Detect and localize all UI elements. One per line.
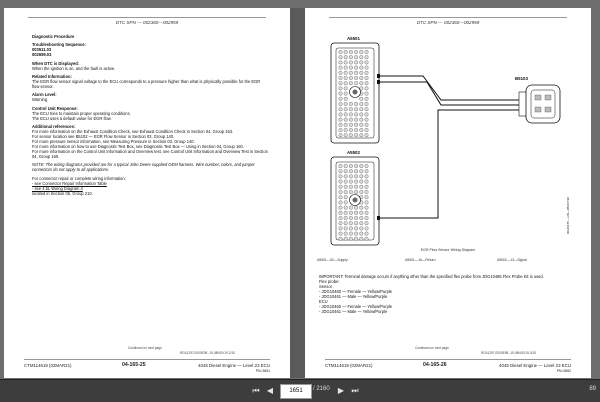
connector-label: A5501 bbox=[347, 36, 360, 41]
connector-pin bbox=[360, 164, 364, 168]
connector-pin bbox=[339, 66, 343, 70]
when-heading: When DTC is Displayed: bbox=[32, 60, 80, 66]
additional-heading: Additional references: bbox=[32, 124, 76, 130]
left-page bbox=[4, 8, 290, 378]
connector-pin bbox=[360, 237, 364, 241]
connector-pin bbox=[349, 206, 353, 210]
connector-pin bbox=[365, 81, 369, 85]
connector-pin bbox=[365, 66, 369, 70]
connector-pin bbox=[344, 50, 348, 54]
connector-pin bbox=[365, 164, 369, 168]
connector-pin bbox=[365, 216, 369, 220]
connector-pin bbox=[349, 232, 353, 236]
connector-pin bbox=[349, 71, 353, 75]
connector-pin bbox=[360, 216, 364, 220]
repair-intro: For connector repair or complete wiring information: bbox=[32, 175, 126, 181]
supply-wire bbox=[379, 76, 523, 100]
connector-pin bbox=[344, 55, 348, 59]
page-footer bbox=[325, 359, 571, 376]
wiring-diagram bbox=[323, 34, 573, 248]
connector-pin bbox=[360, 61, 364, 65]
sensor-label-text: Sensor bbox=[319, 283, 332, 289]
connector-pin bbox=[354, 118, 358, 122]
signal-wire bbox=[379, 110, 523, 218]
section-title: Diagnostic Procedure bbox=[32, 34, 75, 39]
reference-link[interactable]: For more information on how to use Diagnostic Test Box, see Diagnostic Test Box — Using in Section 04, Group 160. bbox=[32, 144, 244, 150]
connector-pin bbox=[344, 227, 348, 231]
connector-pin bbox=[360, 55, 364, 59]
reference-code: RG41297,0000E98 -19-08NOV19-2/10 bbox=[180, 351, 236, 355]
connector-pin bbox=[344, 169, 348, 173]
sensor-label: B5103 bbox=[515, 76, 528, 81]
reference-link[interactable]: For more pressure sensor information, see Measuring Pressure in Section 03, Group 140. bbox=[32, 139, 195, 145]
connector-pin bbox=[365, 221, 369, 225]
next-page-icon[interactable]: ▶ bbox=[337, 386, 345, 395]
connector-pin bbox=[344, 71, 348, 75]
connector-pin bbox=[365, 87, 369, 91]
connector-pin bbox=[360, 107, 364, 111]
page-sub-id: PN=3651 bbox=[255, 369, 270, 373]
reference-link[interactable]: For sensor location see B5102 — EGR Flow Sensor in Section 03, Group 140. bbox=[32, 134, 175, 140]
connector-pin bbox=[344, 206, 348, 210]
connector-pin bbox=[365, 92, 369, 96]
connector-pin bbox=[349, 211, 353, 215]
connector-pin bbox=[354, 71, 358, 75]
last-page-icon[interactable]: ⏭ bbox=[351, 386, 359, 395]
connector-pin bbox=[339, 201, 343, 205]
connector-pin bbox=[354, 175, 358, 179]
connector-pin bbox=[339, 61, 343, 65]
probe-item[interactable]: - JDG10460 — Female — Yellow/Purple bbox=[319, 303, 393, 309]
connector-pin bbox=[365, 55, 369, 59]
connector-pin bbox=[344, 97, 348, 101]
page-header: DTC SPN — 002360—002959 bbox=[28, 17, 266, 25]
connector-pin bbox=[344, 201, 348, 205]
connector-pin bbox=[365, 113, 369, 117]
connector-pin bbox=[339, 185, 343, 189]
connector-pin bbox=[360, 66, 364, 70]
connector-pin bbox=[360, 190, 364, 194]
connector-pin bbox=[339, 92, 343, 96]
connector-pin bbox=[365, 175, 369, 179]
wiring-note: NOTE: The wiring diagrams provided are for a typical John Deere supplied OEM harness. Wire number, colors, and jumper connectors do not apply to all applications. bbox=[32, 162, 255, 173]
page-header: DTC SPN — 002360—002959 bbox=[329, 17, 567, 25]
legend-item: A5502—13—Signal bbox=[497, 258, 527, 262]
connector-pin bbox=[365, 118, 369, 122]
alarm-heading: Alarm Level: bbox=[32, 92, 57, 98]
page-number-input[interactable]: 1651 bbox=[280, 384, 312, 399]
legend-item: A5501—52—Supply bbox=[317, 258, 348, 262]
connector-pin bbox=[339, 133, 343, 137]
connector-pin bbox=[360, 211, 364, 215]
connector-label: A5502 bbox=[347, 150, 360, 155]
connector-pin bbox=[344, 61, 348, 65]
connector-pin bbox=[360, 118, 364, 122]
repair-location: located in Section 06, Group 210. bbox=[32, 190, 93, 196]
connector-pin bbox=[339, 76, 343, 80]
connector-pin bbox=[360, 81, 364, 85]
connector-pin bbox=[344, 118, 348, 122]
connector-pin bbox=[360, 185, 364, 189]
connector-pin bbox=[365, 128, 369, 132]
connector-pin bbox=[349, 81, 353, 85]
connector-pin bbox=[344, 81, 348, 85]
connector-pin bbox=[354, 107, 358, 111]
return-wire bbox=[379, 82, 523, 105]
connector-pin bbox=[349, 102, 353, 106]
connector-pin bbox=[354, 55, 358, 59]
connector-pin bbox=[354, 169, 358, 173]
flex-probe-label: Flex probe: bbox=[319, 278, 340, 284]
connector-pin bbox=[360, 71, 364, 75]
connector-pin bbox=[349, 190, 353, 194]
connector-pin bbox=[349, 107, 353, 111]
connector-pin bbox=[349, 61, 353, 65]
connector-pin bbox=[339, 71, 343, 75]
connector-pin bbox=[349, 66, 353, 70]
connector-pin bbox=[349, 133, 353, 137]
connector-pin bbox=[365, 206, 369, 210]
connector-pin bbox=[344, 175, 348, 179]
dtc-code: 003511.03 bbox=[32, 47, 52, 53]
connector-pin bbox=[365, 97, 369, 101]
prev-page-icon[interactable]: ◀ bbox=[266, 386, 274, 395]
connector-pin bbox=[349, 128, 353, 132]
connector-pin bbox=[360, 102, 364, 106]
connector-pin bbox=[365, 102, 369, 106]
connector-pin bbox=[339, 211, 343, 215]
connector-pin bbox=[354, 81, 358, 85]
connector-pin bbox=[339, 97, 343, 101]
connector-pin bbox=[344, 76, 348, 80]
connector-pin bbox=[339, 175, 343, 179]
connector-pin bbox=[344, 185, 348, 189]
connector-pin bbox=[339, 232, 343, 236]
alarm-text: Warning bbox=[32, 97, 48, 103]
connector-pin bbox=[344, 221, 348, 225]
connector-pin bbox=[354, 102, 358, 106]
connector-pin bbox=[365, 76, 369, 80]
connector-pin bbox=[339, 180, 343, 184]
connector-pin bbox=[354, 227, 358, 231]
connector-pin bbox=[339, 107, 343, 111]
connector-pin bbox=[360, 50, 364, 54]
connector-pin bbox=[360, 113, 364, 117]
continued-note: Continued on next page bbox=[415, 346, 449, 350]
connector-pin bbox=[339, 123, 343, 127]
connector-pin bbox=[354, 164, 358, 168]
connector-pin bbox=[344, 92, 348, 96]
connector-pin bbox=[349, 227, 353, 231]
connector-pin bbox=[365, 107, 369, 111]
connector-pin bbox=[349, 175, 353, 179]
connector-pin bbox=[360, 169, 364, 173]
connector-pin bbox=[339, 55, 343, 59]
connector-pin bbox=[349, 169, 353, 173]
connector-pin bbox=[360, 123, 364, 127]
connector-pin bbox=[354, 211, 358, 215]
connector-pin bbox=[354, 76, 358, 80]
probe-item[interactable]: - JDG10461 — Male — Yellow/Purple bbox=[319, 293, 388, 299]
connector-pin bbox=[339, 221, 343, 225]
connector-pin bbox=[365, 227, 369, 231]
connector-pin bbox=[339, 118, 343, 122]
connector-pin bbox=[360, 97, 364, 101]
manual-id: CTM114619 (02MAR21) bbox=[24, 363, 72, 368]
connector-pin bbox=[339, 190, 343, 194]
connector-pin bbox=[344, 164, 348, 168]
connector-pin bbox=[339, 113, 343, 117]
ecu-label: ECU bbox=[319, 298, 328, 304]
connector-pin bbox=[354, 66, 358, 70]
connector-pin bbox=[354, 61, 358, 65]
connector-pin bbox=[349, 216, 353, 220]
connector-pin bbox=[344, 232, 348, 236]
control-line: The ECU uses a default value for EGR flow. bbox=[32, 115, 112, 121]
connector-pin bbox=[365, 211, 369, 215]
related-text: The EGR flow sensor signal voltage to the ECU corresponds to a pressure higher than what is physically possible for the EGR flow sensor. bbox=[32, 79, 261, 90]
viewer-toolbar bbox=[0, 379, 600, 402]
connector-pin bbox=[365, 169, 369, 173]
connector-pin bbox=[339, 128, 343, 132]
connector-pin bbox=[349, 113, 353, 117]
connector-pin bbox=[349, 180, 353, 184]
connector-pin bbox=[360, 227, 364, 231]
connector-pin bbox=[344, 66, 348, 70]
connector-pin bbox=[349, 237, 353, 241]
connector-pin bbox=[354, 232, 358, 236]
connector-pin bbox=[344, 107, 348, 111]
connector-pin bbox=[365, 61, 369, 65]
connector-pin bbox=[339, 102, 343, 106]
page-number: 04-165-26 bbox=[423, 362, 447, 368]
connector-pin bbox=[339, 227, 343, 231]
control-heading: Control Unit Response: bbox=[32, 105, 78, 111]
connector-pin bbox=[344, 180, 348, 184]
connector-pin bbox=[344, 87, 348, 91]
connector-pin bbox=[344, 133, 348, 137]
connector-pin bbox=[344, 237, 348, 241]
page-gutter bbox=[290, 8, 305, 378]
page-sub-id: PN=3652 bbox=[556, 369, 571, 373]
connector-pin bbox=[365, 71, 369, 75]
connector-pin bbox=[354, 180, 358, 184]
manual-title: 4045 Diesel Engine — Level 23 ECU bbox=[499, 363, 571, 368]
connector-pin bbox=[365, 180, 369, 184]
reference-code: RG41297,0000E98 -19-08NOV19-3/10 bbox=[481, 351, 537, 355]
connector-pin bbox=[344, 216, 348, 220]
connector-pin bbox=[354, 50, 358, 54]
manual-id: CTM114619 (02MAR21) bbox=[325, 363, 373, 368]
control-line: The ECU tries to maintain proper operating conditions. bbox=[32, 110, 131, 116]
connector-pin bbox=[365, 123, 369, 127]
connector-pin bbox=[354, 133, 358, 137]
connector-pin bbox=[339, 216, 343, 220]
reference-link[interactable]: For more information on the Exhaust Condition Check, see Exhaust Condition Check in Section 04, Group 153. bbox=[32, 129, 234, 135]
probe-item[interactable]: - JDG10460 — Female — Yellow/Purple bbox=[319, 288, 393, 294]
connector-pin bbox=[354, 128, 358, 132]
connector-pin bbox=[365, 201, 369, 205]
connector-pin bbox=[354, 237, 358, 241]
connector-pin bbox=[365, 232, 369, 236]
manual-title: 4045 Diesel Engine — Level 23 ECU bbox=[198, 363, 270, 368]
continued-note: Continued on next page bbox=[128, 346, 162, 350]
right-page bbox=[305, 8, 591, 378]
connector-pin bbox=[349, 185, 353, 189]
page-number: 04-165-25 bbox=[122, 362, 146, 368]
connector-pin bbox=[339, 81, 343, 85]
page-total: / 2160 bbox=[313, 386, 330, 392]
first-page-icon[interactable]: ⏮ bbox=[252, 386, 260, 395]
connector-pin bbox=[365, 185, 369, 189]
connector-pin bbox=[349, 164, 353, 168]
connector-pin bbox=[360, 128, 364, 132]
zoom-level[interactable]: 89 bbox=[589, 386, 596, 392]
connector-pin bbox=[344, 113, 348, 117]
connector-pin bbox=[349, 55, 353, 59]
connector-pin bbox=[349, 123, 353, 127]
connector-pin bbox=[354, 123, 358, 127]
connector-pin bbox=[365, 190, 369, 194]
diagram-caption: EGR Flow Sensor Wiring Diagram bbox=[420, 248, 476, 252]
connector-pin bbox=[360, 206, 364, 210]
diagram-code: RG46178 —UN—05OCT20 bbox=[566, 196, 570, 234]
connector-pin bbox=[354, 190, 358, 194]
connector-pin bbox=[339, 87, 343, 91]
connector-pin bbox=[365, 237, 369, 241]
important-notice: IMPORTANT: Terminal damage occurs if anything other than the specified flex probe from JDG10486 Flex Probe Kit is used. bbox=[319, 274, 544, 279]
connector-pin bbox=[339, 164, 343, 168]
right-page-content bbox=[319, 274, 571, 314]
connector-pin bbox=[349, 221, 353, 225]
connector-pin bbox=[354, 113, 358, 117]
left-page-content bbox=[32, 34, 268, 196]
connector-pin bbox=[365, 195, 369, 199]
connector-pin bbox=[344, 211, 348, 215]
legend-item: A5501—16—Return bbox=[405, 258, 436, 262]
connector-pin bbox=[354, 206, 358, 210]
connector-pin bbox=[339, 206, 343, 210]
connector-pin bbox=[354, 185, 358, 189]
connector-pin bbox=[339, 237, 343, 241]
connector-pin bbox=[349, 76, 353, 80]
connector-pin bbox=[360, 133, 364, 137]
troubleshooting-heading: Troubleshooting Sequence: bbox=[32, 42, 86, 48]
connector-pin bbox=[360, 232, 364, 236]
connector-pin bbox=[365, 50, 369, 54]
probe-item[interactable]: - JDG10461 — Male — Yellow/Purple bbox=[319, 308, 388, 314]
repair-link[interactable]: - see 4.5L Wiring Diagram 4 bbox=[32, 185, 83, 191]
connector-pin bbox=[360, 76, 364, 80]
connector-pin bbox=[360, 175, 364, 179]
connector-pin bbox=[344, 190, 348, 194]
connector-pin bbox=[354, 221, 358, 225]
connector-pin bbox=[344, 128, 348, 132]
when-text: When the ignition is on, and the fault is active. bbox=[32, 65, 116, 71]
connector-pin bbox=[360, 180, 364, 184]
connector-pin bbox=[360, 221, 364, 225]
connector-pin bbox=[349, 118, 353, 122]
reference-link[interactable]: For more information on the Control Unit Information and Overview test, see Control Unit Information and Overview Test in Section 04, Group 160. bbox=[32, 149, 268, 160]
connector-pin bbox=[349, 50, 353, 54]
page-footer bbox=[24, 359, 270, 376]
related-heading: Related Information: bbox=[32, 74, 72, 80]
connector-pin bbox=[344, 123, 348, 127]
connector-pin bbox=[344, 102, 348, 106]
connector-pin bbox=[339, 169, 343, 173]
connector-pin bbox=[354, 216, 358, 220]
repair-link[interactable]: - see Connector Repair Information Table bbox=[32, 180, 107, 186]
connector-pin bbox=[344, 195, 348, 199]
connector-pin bbox=[339, 195, 343, 199]
dtc-code: 002659.03 bbox=[32, 52, 52, 58]
connector-pin bbox=[365, 133, 369, 137]
connector-pin bbox=[339, 50, 343, 54]
